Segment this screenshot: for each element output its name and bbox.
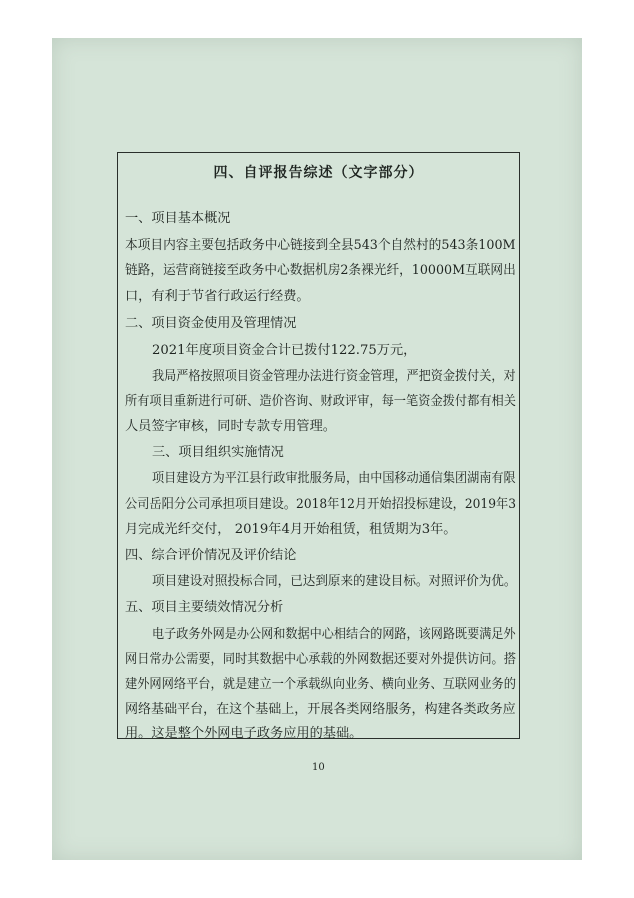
paragraph-line: 项目建设对照投标合同，已达到原来的建设目标。对照评价为优。 — [152, 574, 517, 589]
paragraph-line: 项目建设方为平江县行政审批服务局，由中国移动通信集团湖南有限 — [152, 471, 516, 486]
paragraph-line: 网日常办公需要，同时其数据中心承载的外网数据还要对外提供访问。搭 — [125, 652, 516, 667]
paragraph-line: 建外网网络平台，就是建立一个承载纵向业务、横向业务、互联网业务的 — [125, 677, 516, 692]
paragraph-line: 月完成光纤交付， 2019年4月开始租赁，租赁期为3年。 — [125, 522, 457, 537]
paragraph-line: 电子政务外网是办公网和数据中心相结合的网路，该网路既要满足外 — [152, 627, 516, 642]
heading-fund-usage: 二、项目资金使用及管理情况 — [125, 316, 297, 331]
paragraph-line: 人员签字审核，同时专款专用管理。 — [125, 419, 336, 434]
paragraph-line: 口，有利于节省行政运行经费。 — [125, 289, 310, 304]
paragraph-line: 链路，运营商链接至政务中心数据机房2条裸光纤，10000M互联网出 — [125, 263, 516, 278]
paragraph-line: 用。这是整个外网电子政务应用的基础。 — [125, 726, 363, 741]
paragraph-line: 我局严格按照项目资金管理办法进行资金管理，严把资金拨付关，对 — [152, 369, 516, 384]
heading-project-overview: 一、项目基本概况 — [125, 211, 231, 226]
page-number: 10 — [312, 762, 325, 773]
paragraph-line: 2021年度项目资金合计已拨付122.75万元， — [152, 343, 417, 358]
heading-performance: 五、项目主要绩效情况分析 — [125, 600, 284, 615]
paragraph-line: 本项目内容主要包括政务中心链接到全县543个自然村的543条100M — [125, 238, 516, 253]
section-title: 四、自评报告综述（文字部分） — [213, 165, 424, 181]
heading-implementation: 三、项目组织实施情况 — [152, 445, 284, 460]
paragraph-line: 公司岳阳分公司承担项目建设。2018年12月开始招投标建设，2019年3 — [125, 497, 516, 512]
paragraph-line: 所有项目重新进行可研、造价咨询、财政评审，每一笔资金拨付都有相关 — [125, 394, 516, 409]
paragraph-line: 网络基础平台，在这个基础上，开展各类网络服务，构建各类政务应 — [125, 702, 516, 717]
heading-evaluation: 四、综合评价情况及评价结论 — [125, 548, 297, 563]
